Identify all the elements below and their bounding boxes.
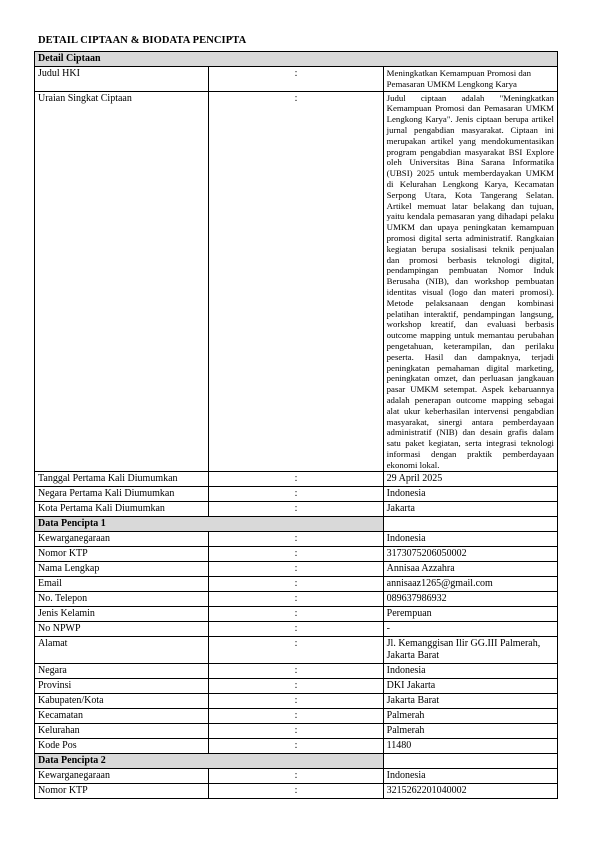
colon-separator: :	[209, 784, 383, 799]
field-row	[35, 547, 558, 562]
colon-separator: :	[209, 67, 383, 92]
field-value: Jl. Kemanggisan Ilir GG.III Palmerah, Jakarta Barat	[383, 637, 557, 664]
field-label: Uraian Singkat Ciptaan	[35, 91, 209, 472]
field-value: annisaaz1265@gmail.com	[383, 577, 557, 592]
field-row	[35, 724, 558, 739]
field-label: Nomor KTP	[35, 784, 209, 799]
field-label: Email	[35, 577, 209, 592]
colon-separator: :	[209, 622, 383, 637]
colon-separator: :	[209, 502, 383, 517]
field-row	[35, 694, 558, 709]
form-table	[34, 51, 558, 799]
colon-separator: :	[209, 739, 383, 754]
row-judul-hki	[35, 67, 558, 92]
field-row	[35, 664, 558, 679]
field-value: 11480	[383, 739, 557, 754]
section-header-pencipta-1	[35, 517, 558, 532]
colon-separator: :	[209, 664, 383, 679]
field-row	[35, 769, 558, 784]
colon-separator: :	[209, 592, 383, 607]
field-row	[35, 637, 558, 664]
section-blank-cell	[383, 517, 557, 532]
colon-separator: :	[209, 637, 383, 664]
field-value: Jakarta Barat	[383, 694, 557, 709]
field-row	[35, 739, 558, 754]
field-value: 3173075206050002	[383, 547, 557, 562]
field-row	[35, 607, 558, 622]
field-value: Perempuan	[383, 607, 557, 622]
pencipta-2-rows	[35, 769, 558, 799]
field-value-description: Judul ciptaan adalah "Meningkatkan Kemampuan Promosi dan Pemasaran UMKM Lengkong Karya". Jenis ciptaan berupa artikel jurnal pengabdian masyarakat. Ciptaan ini merupakan artikel yang mendokumentasikan program pengabdian masyarakat BSI Explore oleh Universitas Bina Sarana Informatika (UBSI) 2025 untuk memberdayakan UMKM di Kelurahan Lengkong Karya, Kecamatan Serpong Utara, Kota Tangerang Selatan. Artikel memuat latar belakang dan tujuan, yaitu kendala pemasaran yang dihadapi pelaku UMKM dan upaya peningkatan kemampuan promosi digital serta administratif. Rangkaian kegiatan berupa sosialisasi teknik penjualan dan promosi berbasis teknologi digital, pendampingan pembuatan Nomor Induk Berusaha (NIB), dan workshop pembuatan identitas visual (logo dan materi promosi). Metode pelaksanaan dengan kombinasi pelatihan interaktif, pendampingan langsung, workshop kreatif, dan evaluasi berbasis outcome mapping untuk memantau perubahan pengetahuan, keterampilan, dan perilaku peserta. Hasil dan dampaknya, terjadi peningkatan pemahaman digital marketing, peningkatan omzet, dan perluasan jangkauan pasar UMKM setempat. Aspek kebaruannya adalah penerapan outcome mapping sebagai alat ukur keberhasilan intervensi pengabdian masyarakat, sinergi antara pemberdayaan administratif (NIB) dan desain grafis dalam satu paket kegiatan, serta integrasi teknologi informasi dengan praktik pemberdayaan ekonomi lokal.	[383, 91, 557, 472]
colon-separator: :	[209, 487, 383, 502]
field-label: Kewarganegaraan	[35, 532, 209, 547]
field-label: Nomor KTP	[35, 547, 209, 562]
pencipta-1-rows	[35, 532, 558, 754]
section-title: Data Pencipta 1	[35, 517, 384, 532]
colon-separator: :	[209, 694, 383, 709]
field-label: Kode Pos	[35, 739, 209, 754]
colon-separator: :	[209, 607, 383, 622]
field-value: Palmerah	[383, 709, 557, 724]
field-label: Tanggal Pertama Kali Diumumkan	[35, 472, 209, 487]
field-value: -	[383, 622, 557, 637]
field-row	[35, 709, 558, 724]
row-kota-diumumkan	[35, 502, 558, 517]
section-header-pencipta-2	[35, 754, 558, 769]
row-uraian-singkat	[35, 91, 558, 472]
field-label: Kecamatan	[35, 709, 209, 724]
field-value: 29 April 2025	[383, 472, 557, 487]
colon-separator: :	[209, 709, 383, 724]
section-header-detail-ciptaan	[35, 52, 558, 67]
colon-separator: :	[209, 562, 383, 577]
field-value: 3215262201040002	[383, 784, 557, 799]
field-value: 089637986932	[383, 592, 557, 607]
row-tanggal-diumumkan	[35, 472, 558, 487]
colon-separator: :	[209, 769, 383, 784]
field-label: Alamat	[35, 637, 209, 664]
row-negara-diumumkan	[35, 487, 558, 502]
field-label: Kelurahan	[35, 724, 209, 739]
field-value: Indonesia	[383, 532, 557, 547]
section-title: Detail Ciptaan	[35, 52, 558, 67]
field-row	[35, 784, 558, 799]
field-label: Negara Pertama Kali Diumumkan	[35, 487, 209, 502]
colon-separator: :	[209, 532, 383, 547]
field-label: No. Telepon	[35, 592, 209, 607]
colon-separator: :	[209, 679, 383, 694]
field-label: Judul HKI	[35, 67, 209, 92]
field-label: Jenis Kelamin	[35, 607, 209, 622]
field-label: Kabupaten/Kota	[35, 694, 209, 709]
field-label: No NPWP	[35, 622, 209, 637]
field-label: Provinsi	[35, 679, 209, 694]
field-value: Meningkatkan Kemampuan Promosi dan Pemasaran UMKM Lengkong Karya	[383, 67, 557, 92]
field-value: Indonesia	[383, 487, 557, 502]
colon-separator: :	[209, 577, 383, 592]
page-title: DETAIL CIPTAAN & BIODATA PENCIPTA	[38, 35, 247, 46]
field-label: Nama Lengkap	[35, 562, 209, 577]
field-value: Indonesia	[383, 664, 557, 679]
field-value: Jakarta	[383, 502, 557, 517]
field-row	[35, 592, 558, 607]
field-row	[35, 622, 558, 637]
section-blank-cell	[383, 754, 557, 769]
colon-separator: :	[209, 547, 383, 562]
field-row	[35, 532, 558, 547]
field-row	[35, 562, 558, 577]
field-label: Kota Pertama Kali Diumumkan	[35, 502, 209, 517]
field-value: Palmerah	[383, 724, 557, 739]
colon-separator: :	[209, 472, 383, 487]
field-value: Annisaa Azzahra	[383, 562, 557, 577]
field-row	[35, 679, 558, 694]
colon-separator: :	[209, 724, 383, 739]
field-row	[35, 577, 558, 592]
field-value: Indonesia	[383, 769, 557, 784]
section-title: Data Pencipta 2	[35, 754, 384, 769]
field-label: Negara	[35, 664, 209, 679]
field-label: Kewarganegaraan	[35, 769, 209, 784]
field-value: DKI Jakarta	[383, 679, 557, 694]
colon-separator: :	[209, 91, 383, 472]
